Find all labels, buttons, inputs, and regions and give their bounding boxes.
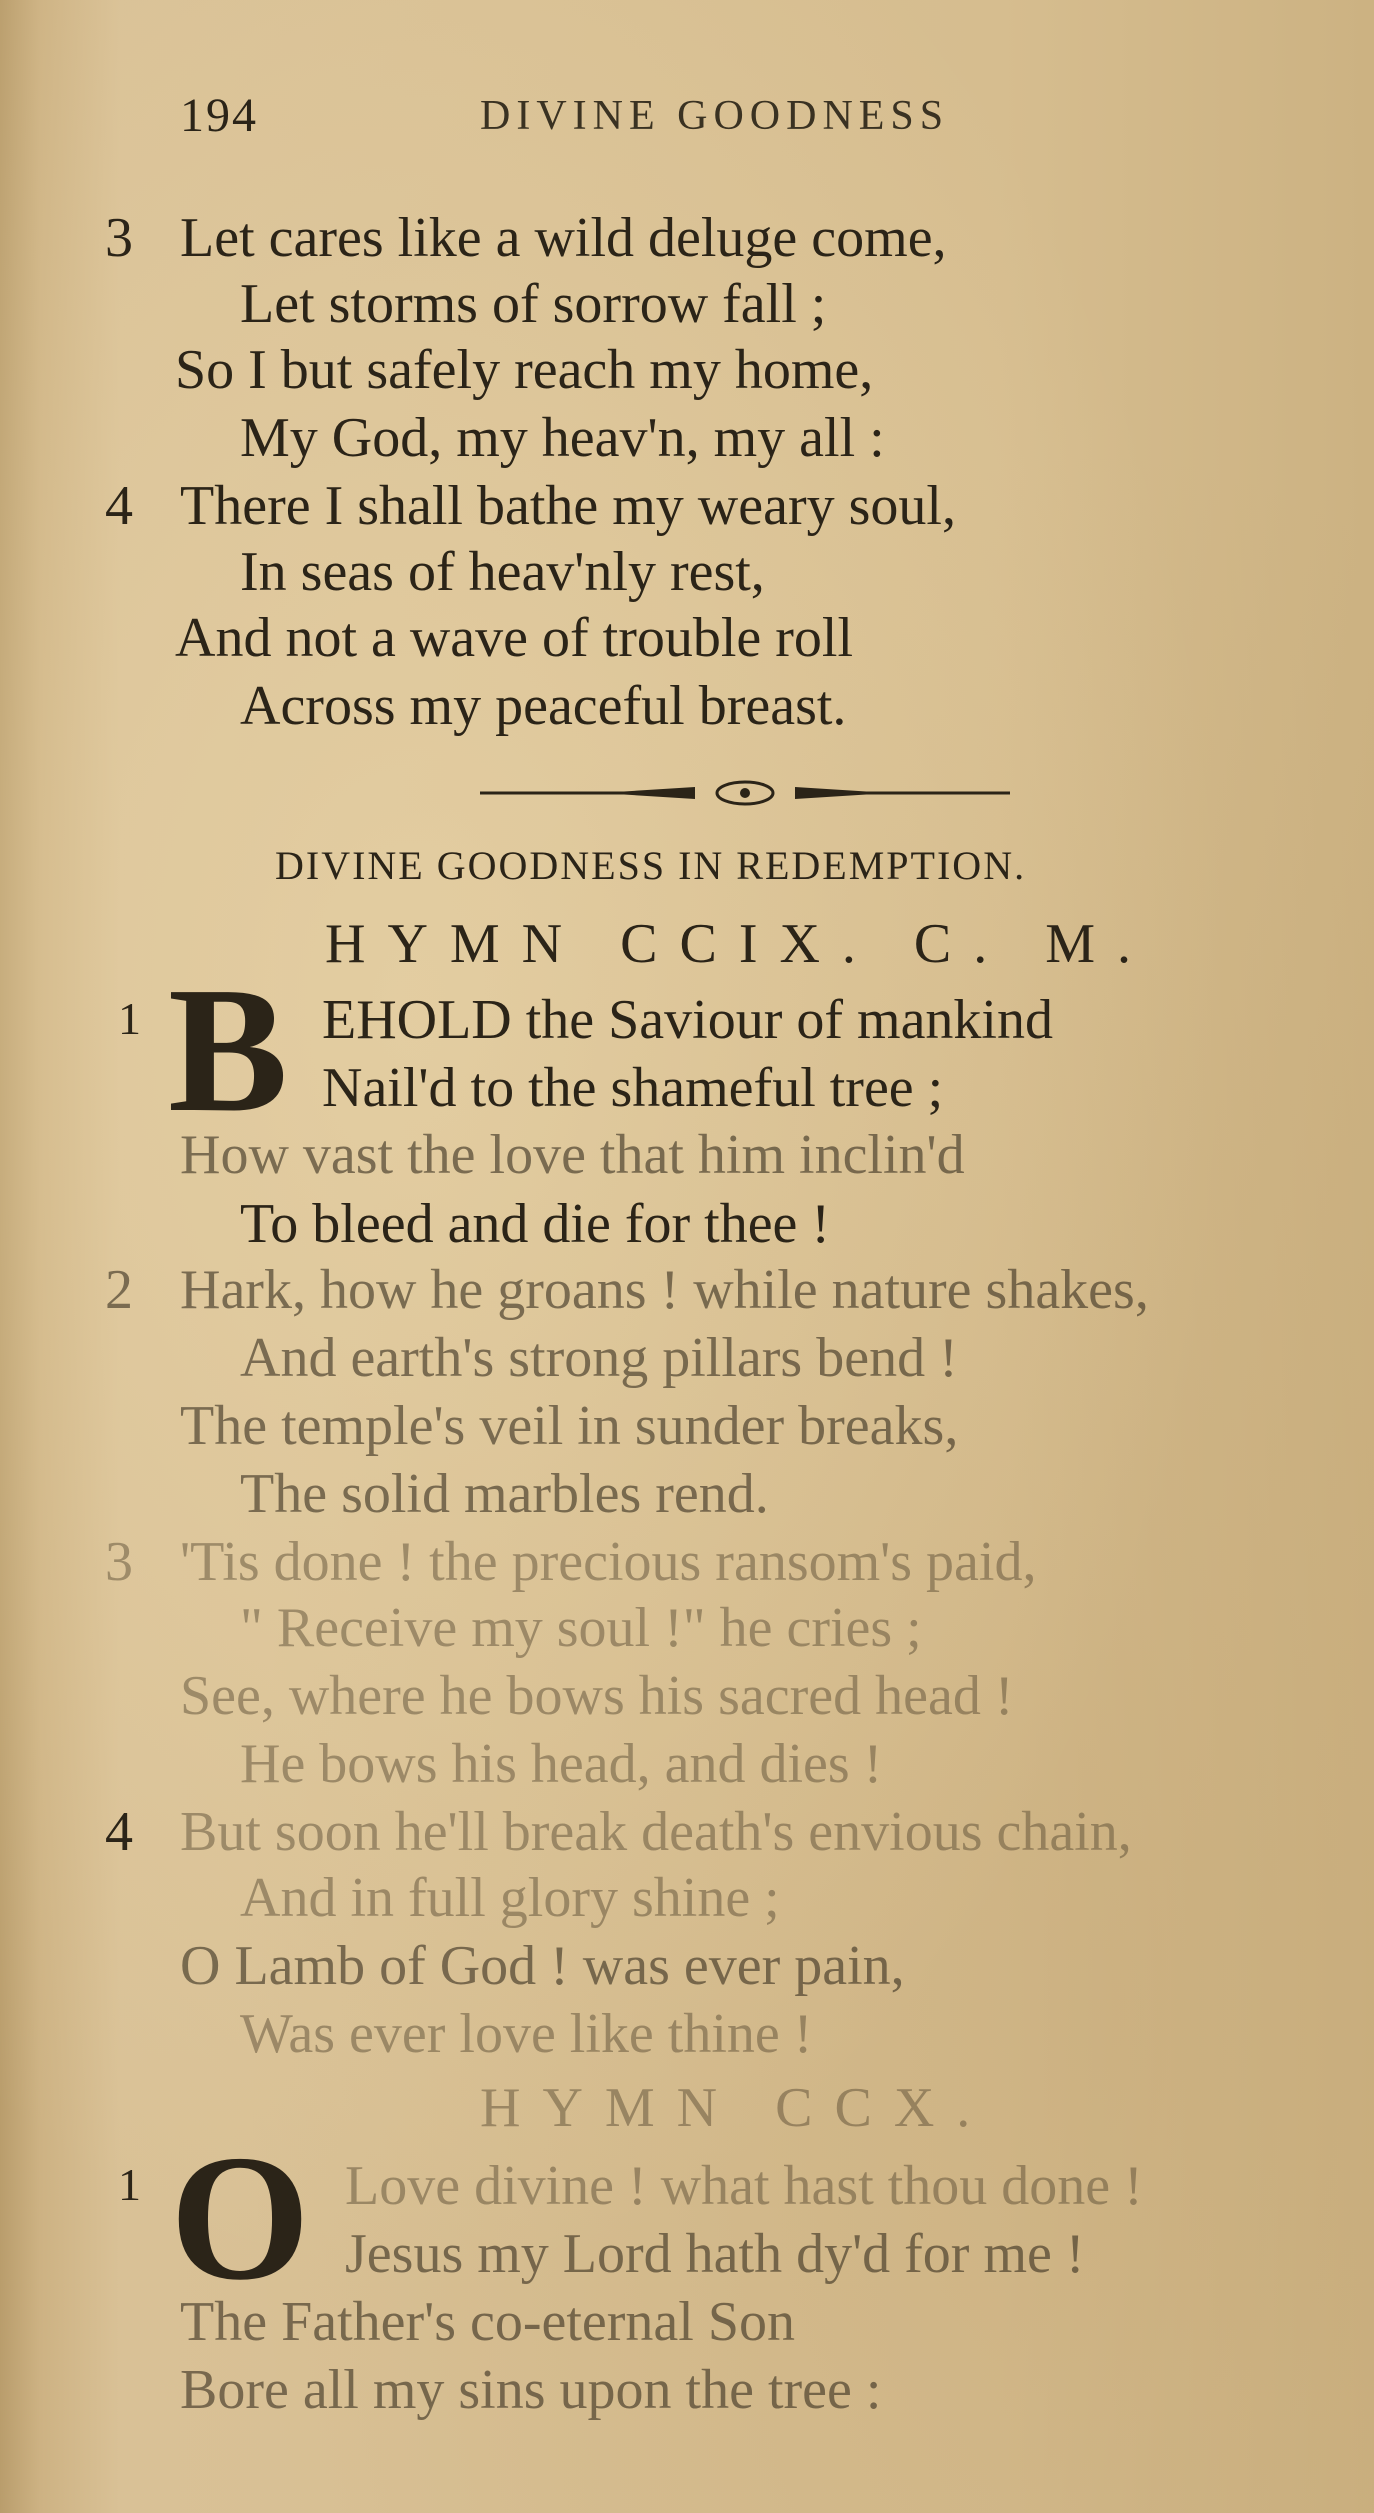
verse-line: See, where he bows his sacred head !: [180, 1665, 1014, 1727]
verse-line: To bleed and die for thee !: [240, 1193, 831, 1255]
section-title: DIVINE GOODNESS IN REDEMPTION.: [275, 843, 1027, 888]
verse-line: Let storms of sorrow fall ;: [240, 273, 827, 335]
verse-line: How vast the love that him inclin'd: [180, 1124, 965, 1186]
page-number: 194: [180, 89, 258, 142]
verse-line: He bows his head, and dies !: [240, 1733, 883, 1795]
verse-line: The solid marbles rend.: [240, 1463, 769, 1525]
drop-cap: O: [170, 2118, 311, 2317]
verse-line: Jesus my Lord hath dy'd for me !: [345, 2223, 1085, 2285]
running-head: [180, 88, 1220, 148]
verse-line: And in full glory shine ;: [240, 1867, 780, 1929]
verse-line: Let cares like a wild deluge come,: [180, 207, 947, 269]
verse-line: The Father's co-eternal Son: [180, 2291, 795, 2353]
verse-number: 1: [118, 2159, 141, 2210]
verse-line: The temple's veil in sunder breaks,: [180, 1395, 959, 1457]
drop-cap: B: [168, 950, 289, 1149]
verse-line: Across my peaceful breast.: [240, 675, 847, 737]
verse-line: And earth's strong pillars bend !: [240, 1327, 958, 1389]
verse-line: O Lamb of God ! was ever pain,: [180, 1935, 905, 1997]
verse-number: 1: [118, 993, 141, 1044]
verse-number: 4: [105, 1801, 133, 1863]
verse-line: EHOLD the Saviour of mankind: [322, 989, 1053, 1051]
verse-line: " Receive my soul !" he cries ;: [240, 1597, 922, 1659]
verse-line: And not a wave of trouble roll: [175, 607, 854, 669]
verse-line: Bore all my sins upon the tree :: [180, 2359, 882, 2421]
verse-number: 3: [105, 207, 133, 269]
verse-line: In seas of heav'nly rest,: [240, 541, 765, 603]
verse-line: Hark, how he groans ! while nature shakes,: [180, 1259, 1149, 1321]
verse-line: 'Tis done ! the precious ransom's paid,: [180, 1531, 1037, 1593]
hymn-heading: HYMN CCIX. C. M.: [325, 913, 1154, 975]
running-title: DIVINE GOODNESS: [480, 93, 950, 139]
verse-number: 3: [105, 1531, 133, 1593]
verse-line: So I but safely reach my home,: [175, 339, 874, 401]
verse-number: 2: [105, 1259, 133, 1321]
verse-line: My God, my heav'n, my all :: [240, 407, 885, 469]
hymn-heading: HYMN CCX.: [480, 2077, 993, 2139]
verse-number: 4: [105, 475, 133, 537]
verse-line: Was ever love like thine !: [240, 2003, 813, 2065]
verse-line: Love divine ! what hast thou done !: [345, 2155, 1143, 2217]
ornamental-divider: [480, 778, 1010, 808]
verse-line: But soon he'll break death's envious chain,: [180, 1801, 1132, 1863]
verse-line: Nail'd to the shameful tree ;: [322, 1057, 944, 1119]
verse-line: There I shall bathe my weary soul,: [180, 475, 956, 537]
